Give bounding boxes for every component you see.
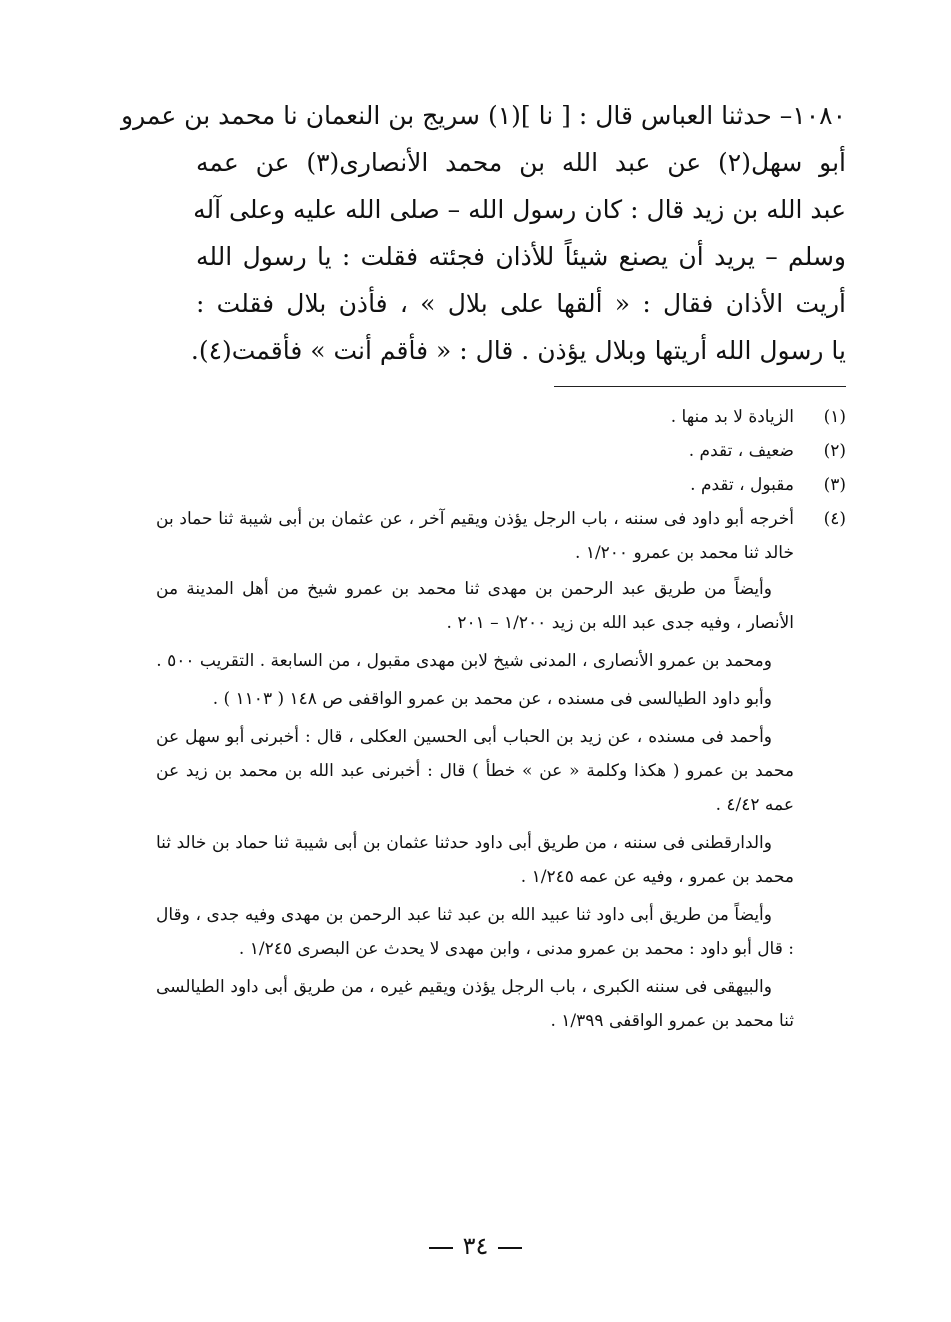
footnote-paragraph: وأيضاً من طريق عبد الرحمن بن مهدى ثنا محمد بن عمرو شيخ من أهل المدينة من الأنصار ، وفيه جدى عبد الله بن زيد ١/٢٠٠ – ٢٠١ . [156, 579, 794, 633]
footnote-separator [554, 386, 846, 387]
hadith-line: يا رسول الله أريتها وبلال يؤذن . قال : « فأقم أنت » فأقمت(٤). [190, 336, 846, 365]
footnote-1 [156, 400, 846, 434]
footnote-number: (٤) [823, 509, 846, 529]
footnote-4 [156, 502, 846, 1038]
footnote-text: ضعيف ، تقدم . [688, 441, 794, 461]
footnote-paragraph: ومحمد بن عمرو الأنصارى ، المدنى شيخ لابن مهدى مقبول ، من السابعة . التقريب ٥٠٠ . [156, 651, 772, 671]
page-number-value: ٣٤ [462, 1232, 489, 1260]
page-number-dash [429, 1247, 453, 1249]
footnote-paragraph: وأبو داود الطيالسى فى مسنده ، عن محمد بن عمرو الواقفى ص ١٤٨ ( ١١٠٣ ) . [212, 689, 772, 709]
footnote-text: أخرجه أبو داود فى سننه ، باب الرجل يؤذن ويقيم آخر ، عن عثمان بن أبى شيبة ثنا حماد بن خالد ثنا محمد بن عمرو ١/٢٠٠ . [156, 509, 794, 563]
footnote-paragraph: وأيضاً من طريق أبى داود ثنا عبيد الله بن عبد ثنا عبد الرحمن بن مهدى وفيه جدى ، وقال : قال أبو داود : محمد بن عمرو مدنى ، وابن مهدى لا يحدث عن البصرى ١/٢٤٥ . [156, 905, 794, 959]
hadith-line: أريت الأذان فقال : « ألقها على بلال » ، فأذن بلال فقلت : [196, 289, 846, 318]
footnote-paragraph: والبيهقى فى سننه الكبرى ، باب الرجل يؤذن ويقيم غيره ، من طريق أبى داود الطيالسى ثنا محمد بن عمرو الواقفى ١/٣٩٩ . [156, 977, 794, 1031]
footnote-paragraph: والدارقطنى فى سننه ، من طريق أبى داود حدثنا عثمان بن أبى شيبة ثنا حماد بن خالد ثنا محمد بن عمرو ، وفيه عن عمه ١/٢٤٥ . [156, 833, 794, 887]
footnote-text: الزيادة لا بد منها . [670, 407, 794, 427]
hadith-line: ١٠٨٠– حدثنا العباس قال : [ نا ](١) سريج بن النعمان نا محمد بن عمرو [121, 101, 846, 130]
hadith-line: وسلم – يريد أن يصنع شيئاً للأذان فجئته فقلت : يا رسول الله [196, 242, 846, 271]
hadith-line: عبد الله بن زيد قال : كان رسول الله – صلى الله عليه وعلى آله [193, 195, 846, 224]
hadith-line: أبو سهل(٢) عن عبد الله بن محمد الأنصارى(٣) عن عمه [196, 148, 846, 177]
footnote-number: (٣) [823, 475, 846, 495]
footnotes [156, 400, 846, 1038]
footnote-3 [156, 468, 846, 502]
footnote-number: (١) [823, 407, 846, 427]
page-number-dash [498, 1247, 522, 1249]
footnote-text: مقبول ، تقدم . [690, 475, 794, 495]
footnote-number: (٢) [823, 441, 846, 461]
hadith-text [121, 92, 846, 374]
page-number [0, 1232, 951, 1260]
footnote-paragraph: وأحمد فى مسنده ، عن زيد بن الحباب أبى الحسين العكلى ، قال : أخبرنى أبو سهل عن محمد بن عمرو ( هكذا وكلمة « عن » خطأ ) قال : أخبرنى عبد الله بن محمد بن زيد عن عمه ٤/٤٢ . [156, 727, 794, 815]
footnote-2 [156, 434, 846, 468]
